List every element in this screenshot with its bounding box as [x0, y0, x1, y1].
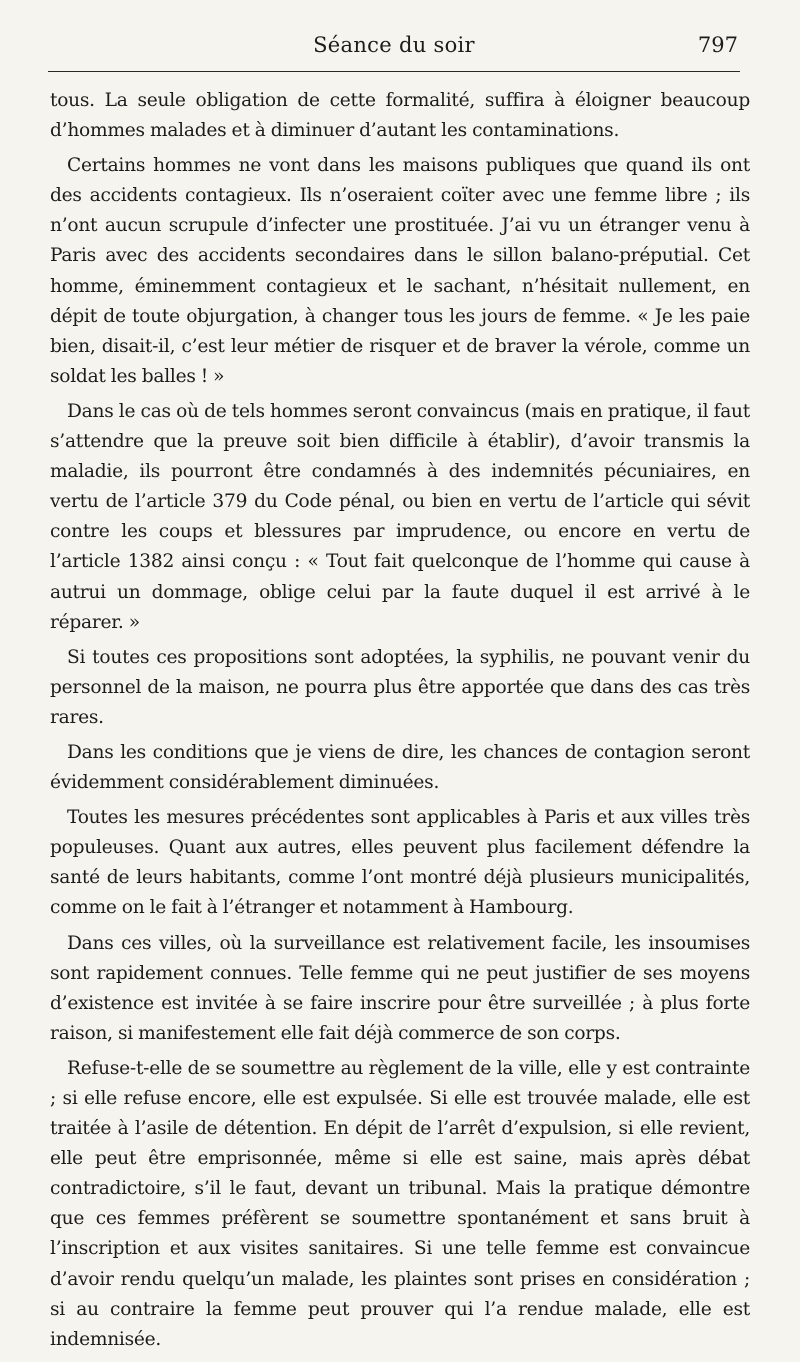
- paragraph-contagious-men: Certains hommes ne vont dans les maisons publiques que quand ils ont des accidents contagieux. Ils n’oseraient coïter avec une femme libre ; ils n’ont aucun scrupule d’infecter une prostituée. J’ai vu un étranger venu à Paris avec des accidents secondaires dans le sillon balano-préputial. Cet homme, éminemment contagieux et le sachant, n’hésitait nullement, en dépit de toute objurgation, à changer tous les jours de femme. « Je les paie bien, disait-il, c’est leur métier de risquer et de braver la vérole, comme un soldat les balles ! »: [50, 155, 750, 387]
- header-rule: [48, 71, 740, 72]
- paragraph-propositions-adopted: Si toutes ces propositions sont adoptées, la syphilis, ne pouvant venir du personnel de la maison, ne pourra plus être apportée que dans des cas très rares.: [50, 646, 750, 728]
- paragraph-surveillance: Dans ces villes, où la surveillance est relativement facile, les insoumises sont rapidement connues. Telle femme qui ne peut justifier de ses moyens d’existence est invitée à se faire inscrire pour être surveillée ; à plus forte raison, si manifestement elle fait déjà commerce de son corps.: [50, 932, 750, 1044]
- running-title: Séance du soir: [313, 33, 475, 57]
- page-number: 797: [697, 33, 738, 57]
- paragraph-continuation: tous. La seule obligation de cette formalité, suffira à éloigner beaucoup d’hommes malades et à diminuer d’autant les contaminations.: [50, 90, 750, 142]
- paragraph-contagion-chances: Dans les conditions que je viens de dire, les chances de contagion seront évidemment considérablement diminuées.: [50, 741, 750, 794]
- body-text: [50, 86, 750, 1360]
- running-head: [48, 30, 740, 60]
- paragraph-regulation: Refuse-t-elle de se soumettre au règlement de la ville, elle y est contrainte ; si elle refuse encore, elle est expulsée. Si elle est trouvée malade, elle est traitée à l’asile de détention. En dépit de l’arrêt d’expulsion, si elle revient, elle peut être emprisonnée, même si elle est saine, mais après débat contradictoire, s’il le faut, devant un tribunal. Mais la pratique démontre que ces femmes préfèrent se soumettre spontanément et sans bruit à l’inscription et aux visites sanitaires. Si une telle femme est convaincue d’avoir rendu quelqu’un malade, les plaintes sont prises en considération ; si au contraire la femme peut prouver qui l’a rendue malade, elle est indemnisée.: [50, 1057, 750, 1350]
- paragraph-paris-measures: Toutes les mesures précédentes sont applicables à Paris et aux villes très populeuses. Quant aux autres, elles peuvent plus facilement défendre la santé de leurs habitants, comme l’ont montré déjà plusieurs municipalités, comme on le fait à l’étranger et notamment à Hambourg.: [50, 807, 750, 919]
- paragraph-legal-liability: Dans le cas où de tels hommes seront convaincus (mais en pratique, il faut s’attendre que la preuve soit bien difficile à établir), d’avoir transmis la maladie, ils pourront être condamnés à des indemnités pécuniaires, en vertu de l’article 379 du Code pénal, ou bien en vertu de l’article qui sévit contre les coups et blessures par imprudence, ou encore en vertu de l’article 1382 ainsi conçu : « Tout fait quelconque de l’homme qui cause à autrui un dommage, oblige celui par la faute duquel il est arrivé à le réparer. »: [50, 400, 750, 633]
